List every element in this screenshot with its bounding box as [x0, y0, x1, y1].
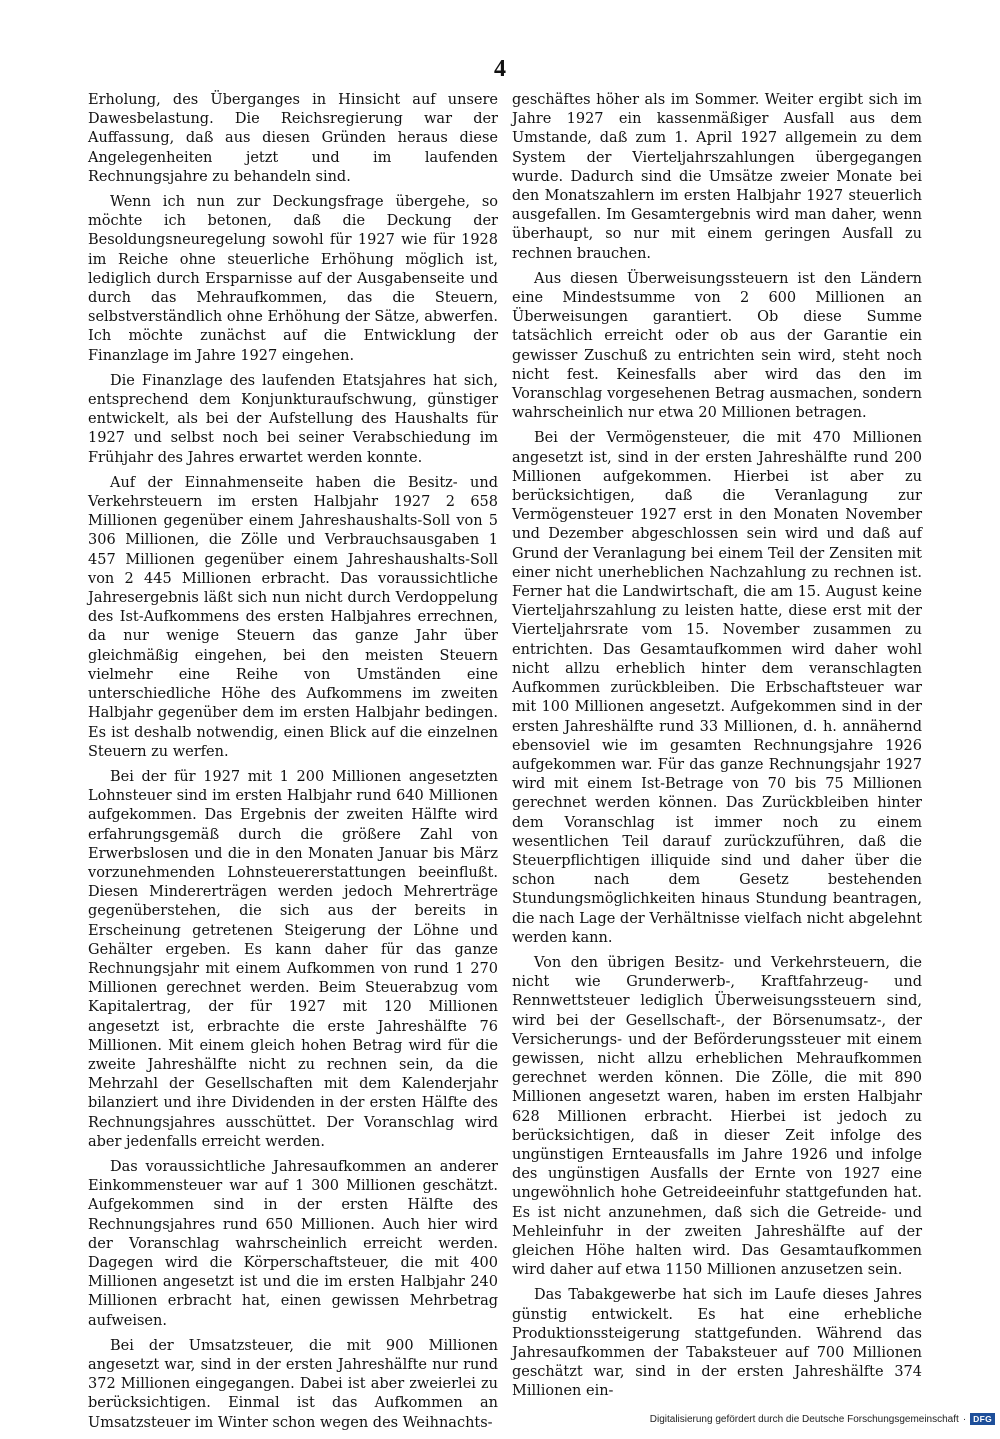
paragraph: Wenn ich nun zur Deckungsfrage übergehe, so möchte ich betonen, daß die Deckung der Besoldungsneuregelung sowohl für 1927 wie für 1928 im Reiche ohne steuerliche Erhöhung möglich ist, lediglich durch Ersparnisse auf der Ausgabenseite und durch das Mehraufkommen, das die Steuern, selbstverständlich ohne Erhöhung der Sätze, abwerfen. Ich möchte zunächst auf die Entwicklung der Finanzlage im Jahre 1927 eingehen. — [88, 194, 498, 364]
paragraph: Die Finanzlage des laufenden Etatsjahres hat sich, entsprechend dem Konjunkturaufschwung, günstiger entwickelt, als bei der Aufstellung des Haushalts für 1927 und selbst noch bei seiner Verabschiedung im Frühjahr des Jahres erwartet werden konnte. — [88, 372, 498, 466]
digitization-credit — [590, 1413, 995, 1425]
left-column — [88, 91, 498, 1439]
dfg-logo: DFG — [970, 1413, 995, 1425]
paragraph: geschäftes höher als im Sommer. Weiter ergibt sich im Jahre 1927 ein kassenmäßiger Ausfall aus dem Umstande, daß zum 1. April 1927 allgemein zu dem System der Vierteljahrszahlungen übergegangen wurde. Dadurch sind die Umsätze zweier Monate bei den Monatszahlern im ersten Halbjahr 1927 steuerlich ausgefallen. Im Gesamtergebnis wird man daher, wenn überhaupt, so nur mit einem geringen Ausfall zu rechnen brauchen. — [512, 92, 922, 262]
paragraph: Erholung, des Überganges in Hinsicht auf unsere Dawesbelastung. Die Reichsregierung war der Auffassung, daß aus diesen Gründen heraus diese Angelegenheiten jetzt und im laufenden Rechnungsjahre zu behandeln sind. — [88, 92, 498, 185]
paragraph: Auf der Einnahmenseite haben die Besitz- und Verkehrsteuern im ersten Halbjahr 1927 2 658 Millionen gegenüber einem Jahreshaushalts-Soll von 5 306 Millionen, die Zölle und Verbrauchsausgaben 1 457 Millionen gegenüber einem Jahreshaushalts-Soll von 2 445 Millionen erbracht. Das voraussichtliche Jahresergebnis läßt sich nun nicht durch Verdoppelung des Ist-Aufkommens des ersten Halbjahres errechnen, da nur wenige Steuern das ganze Jahr über gleichmäßig eingehen, bei den meisten Steuern vielmehr eine Reihe von Umständen eine unterschiedliche Höhe des Aufkommens im zweiten Halbjahr gegenüber dem im ersten Halbjahr bedingen. Es ist deshalb notwendig, einen Blick auf die einzelnen Steuern zu werfen. — [88, 474, 498, 760]
paragraph: Bei der für 1927 mit 1 200 Millionen angesetzten Lohnsteuer sind im ersten Halbjahr rund 640 Millionen aufgekommen. Das Ergebnis der zweiten Hälfte wird erfahrungsgemäß durch die größere Zahl von Erwerbslosen und die in den Monaten Januar bis März vorzunehmenden Lohnsteuererstattungen beeinflußt. Diesen Mindererträgen werden jedoch Mehrerträge gegenüberstehen, die sich aus der bereits in Erscheinung getretenen Steigerung der Löhne und Gehälter ergeben. Es kann daher für das ganze Rechnungsjahr mit einem Aufkommen von rund 1 270 Millionen gerechnet werden. Beim Steuerabzug vom Kapitalertrag, der für 1927 mit 120 Millionen angesetzt ist, erbrachte die erste Jahreshälfte 76 Millionen. Mit einem gleich hohen Betrag wird für die zweite Jahreshälfte nicht zu rechnen sein, da die Mehrzahl der Gesellschaften mit dem Kalenderjahr bilanziert und ihre Dividenden in der ersten Hälfte des Rechnungsjahres ausschüttet. Der Voranschlag wird aber jedenfalls erreicht werden. — [88, 768, 498, 1150]
paragraph: Bei der Vermögensteuer, die mit 470 Millionen angesetzt ist, sind in der ersten Jahreshälfte rund 200 Millionen aufgekommen. Hierbei ist aber zu berücksichtigen, daß die Veranlagung zur Vermögensteuer 1927 erst in den Monaten November und Dezember abgeschlossen sein wird und daß auf Grund der Veranlagung bei einem Teil der Zensiten mit einer nicht unerheblichen Nachzahlung zu rechnen ist. Ferner hat die Landwirtschaft, die am 15. August keine Vierteljahrszahlung zu leisten hatte, diese erst mit der Vierteljahrsrate vom 15. November zusammen zu entrichten. Das Gesamtaufkommen wird daher wohl nicht allzu erheblich hinter dem veranschlagten Aufkommen zurückbleiben. Die Erbschaftsteuer war mit 100 Millionen angesetzt. Aufgekommen sind in der ersten Jahreshälfte rund 33 Millionen, d. h. annähernd ebensoviel wie im gesamten Rechnungsjahre 1926 aufgekommen war. Für das ganze Rechnungsjahr 1927 wird mit einem Ist-Betrage von 70 bis 75 Millionen gerechnet werden können. Das Zurückbleiben hinter dem Voranschlag ist immer noch zu einem wesentlichen Teil darauf zurückzuführen, daß die Steuerpflichtigen illiquide sind und daher über die schon nach dem Gesetz bestehenden Stundungsmöglichkeiten hinaus Stundung beantragen, die nach Lage der Verhältnisse vielfach nicht abgelehnt werden kann. — [512, 430, 922, 946]
page-number: 4 — [494, 56, 506, 82]
credit-text: Digitalisierung gefördert durch die Deutsche Forschungsgemeinschaft — [649, 1413, 959, 1425]
paragraph: Das voraussichtliche Jahresaufkommen an anderer Einkommensteuer war auf 1 300 Millionen geschätzt. Aufgekommen sind in der ersten Hälfte des Rechnungsjahres rund 650 Millionen. Auch hier wird der Voranschlag wahrscheinlich erreicht werden. Dagegen wird die Körperschaftsteuer, die mit 400 Millionen angesetzt ist und die im ersten Halbjahr 240 Millionen erbracht hat, einen gewissen Mehrbetrag aufweisen. — [88, 1158, 498, 1329]
paragraph: Das Tabakgewerbe hat sich im Laufe dieses Jahres günstig entwickelt. Es hat eine erhebliche Produktionssteigerung stattgefunden. Während das Jahresaufkommen der Tabaksteuer auf 700 Millionen geschätzt war, sind in der ersten Jahreshälfte 374 Millionen ein- — [512, 1287, 922, 1400]
separator-dot: · — [962, 1413, 967, 1425]
paragraph: Aus diesen Überweisungssteuern ist den Ländern eine Mindestsumme von 2 600 Millionen an Überweisungen garantiert. Ob diese Summe tatsächlich erreicht oder ob aus der Garantie ein gewisser Zuschuß zu entrichten sein wird, steht noch nicht fest. Keinesfalls aber wird das den im Voranschlag vorgesehenen Betrag ausmachen, sondern wahrscheinlich nur etwa 20 Millionen betragen. — [512, 270, 922, 422]
paragraph: Bei der Umsatzsteuer, die mit 900 Millionen angesetzt war, sind in der ersten Jahreshälfte nur rund 372 Millionen eingegangen. Dabei ist aber zweierlei zu berücksichtigen. Einmal ist das Aufkommen an Umsatzsteuer im Winter schon wegen des Weihnachts- — [88, 1337, 498, 1431]
paragraph: Von den übrigen Besitz- und Verkehrsteuern, die nicht wie Grunderwerb-, Kraftfahrzeug- und Rennwettsteuer lediglich Überweisungssteuern sind, wird bei der Gesellschaft-, der Börsenumsatz-, der Versicherungs- und der Beförderungssteuer mit einem gewissen, nicht allzu erheblichen Mehraufkommen gerechnet werden können. Die Zölle, die mit 890 Millionen angesetzt waren, haben im ersten Halbjahr 628 Millionen erbracht. Hierbei ist jedoch zu berücksichtigen, daß in dieser Zeit infolge des ungünstigen Ernteausfalls im Jahre 1926 und infolge des ungünstigen Ausfalls der Ernte von 1927 eine ungewöhnlich hohe Getreideeinfuhr stattgefunden hat. Es ist nicht anzunehmen, daß sich die Getreide- und Mehleinfuhr in der zweiten Jahreshälfte auf der gleichen Höhe halten wird. Das Gesamtaufkommen wird daher auf etwa 1150 Millionen anzusetzen sein. — [512, 954, 922, 1279]
right-column — [512, 91, 922, 1408]
